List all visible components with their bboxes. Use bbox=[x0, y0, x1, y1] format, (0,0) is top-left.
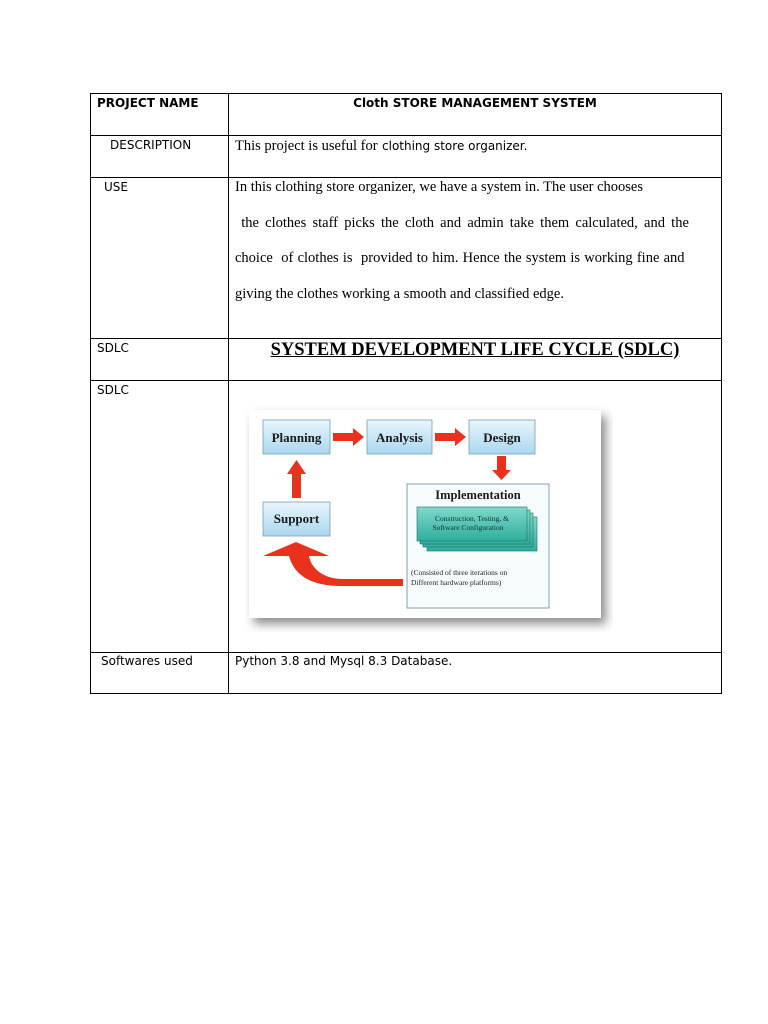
project-name-value: Cloth STORE MANAGEMENT SYSTEM bbox=[353, 96, 597, 110]
implementation-text: Implementation bbox=[435, 488, 521, 502]
sdlc-diagram-row bbox=[91, 381, 722, 653]
sdlc-title: SYSTEM DEVELOPMENT LIFE CYCLE (SDLC) bbox=[270, 340, 680, 360]
implementation-box bbox=[407, 484, 549, 608]
support-box bbox=[263, 502, 330, 536]
use-line-4: giving the clothes working a smooth and classified edge. bbox=[235, 285, 564, 302]
sdlc-diagram-label: SDLC bbox=[97, 383, 129, 397]
sdlc-heading-value-cell bbox=[229, 339, 722, 381]
note-text-2: Different hardware platforms) bbox=[411, 578, 502, 587]
use-line-2: the clothes staff picks the cloth and admin take them calculated, and the bbox=[235, 214, 689, 231]
description-label-cell bbox=[91, 136, 229, 178]
note-text-1: (Consisted of three iterations on bbox=[411, 568, 508, 577]
sdlc-heading-label-cell bbox=[91, 339, 229, 381]
use-line-3: choice of clothes is provided to him. Hence the system is working fine and bbox=[235, 250, 685, 266]
project-name-label: PROJECT NAME bbox=[97, 96, 199, 110]
construction-text-2: Software Configuration bbox=[432, 523, 504, 532]
description-label: DESCRIPTION bbox=[110, 138, 192, 152]
software-value-cell bbox=[229, 653, 722, 694]
project-name-value-cell bbox=[229, 94, 722, 136]
project-name-label-cell bbox=[91, 94, 229, 136]
description-value-serif: This project is useful for bbox=[235, 138, 378, 154]
design-text: Design bbox=[483, 430, 521, 445]
description-value-sans: clothing store organizer. bbox=[382, 139, 528, 153]
use-label: USE bbox=[104, 180, 128, 194]
description-value bbox=[229, 136, 721, 155]
construction-text-1: Construction, Testing, & bbox=[435, 514, 509, 523]
use-line-1: In this clothing store organizer, we have a system in. The user chooses bbox=[235, 179, 644, 195]
analysis-text: Analysis bbox=[376, 430, 423, 445]
use-paragraph bbox=[229, 170, 721, 312]
design-box bbox=[469, 420, 535, 454]
support-text: Support bbox=[273, 511, 320, 526]
planning-box bbox=[263, 420, 330, 454]
software-label: Softwares used bbox=[101, 654, 193, 668]
analysis-box bbox=[367, 420, 432, 454]
project-name-row bbox=[91, 94, 722, 136]
project-table bbox=[90, 93, 722, 694]
software-value: Python 3.8 and Mysql 8.3 Database. bbox=[235, 654, 453, 668]
sdlc-heading-label: SDLC bbox=[97, 341, 129, 355]
use-label-cell bbox=[91, 178, 229, 339]
software-row bbox=[91, 653, 722, 694]
sdlc-diagram bbox=[245, 406, 613, 632]
use-value-cell bbox=[229, 178, 722, 339]
sdlc-diagram-cell bbox=[229, 381, 722, 653]
software-label-cell bbox=[91, 653, 229, 694]
sdlc-heading-row bbox=[91, 339, 722, 381]
sdlc-diagram-label-cell bbox=[91, 381, 229, 653]
use-row bbox=[91, 178, 722, 339]
planning-text: Planning bbox=[271, 430, 322, 445]
